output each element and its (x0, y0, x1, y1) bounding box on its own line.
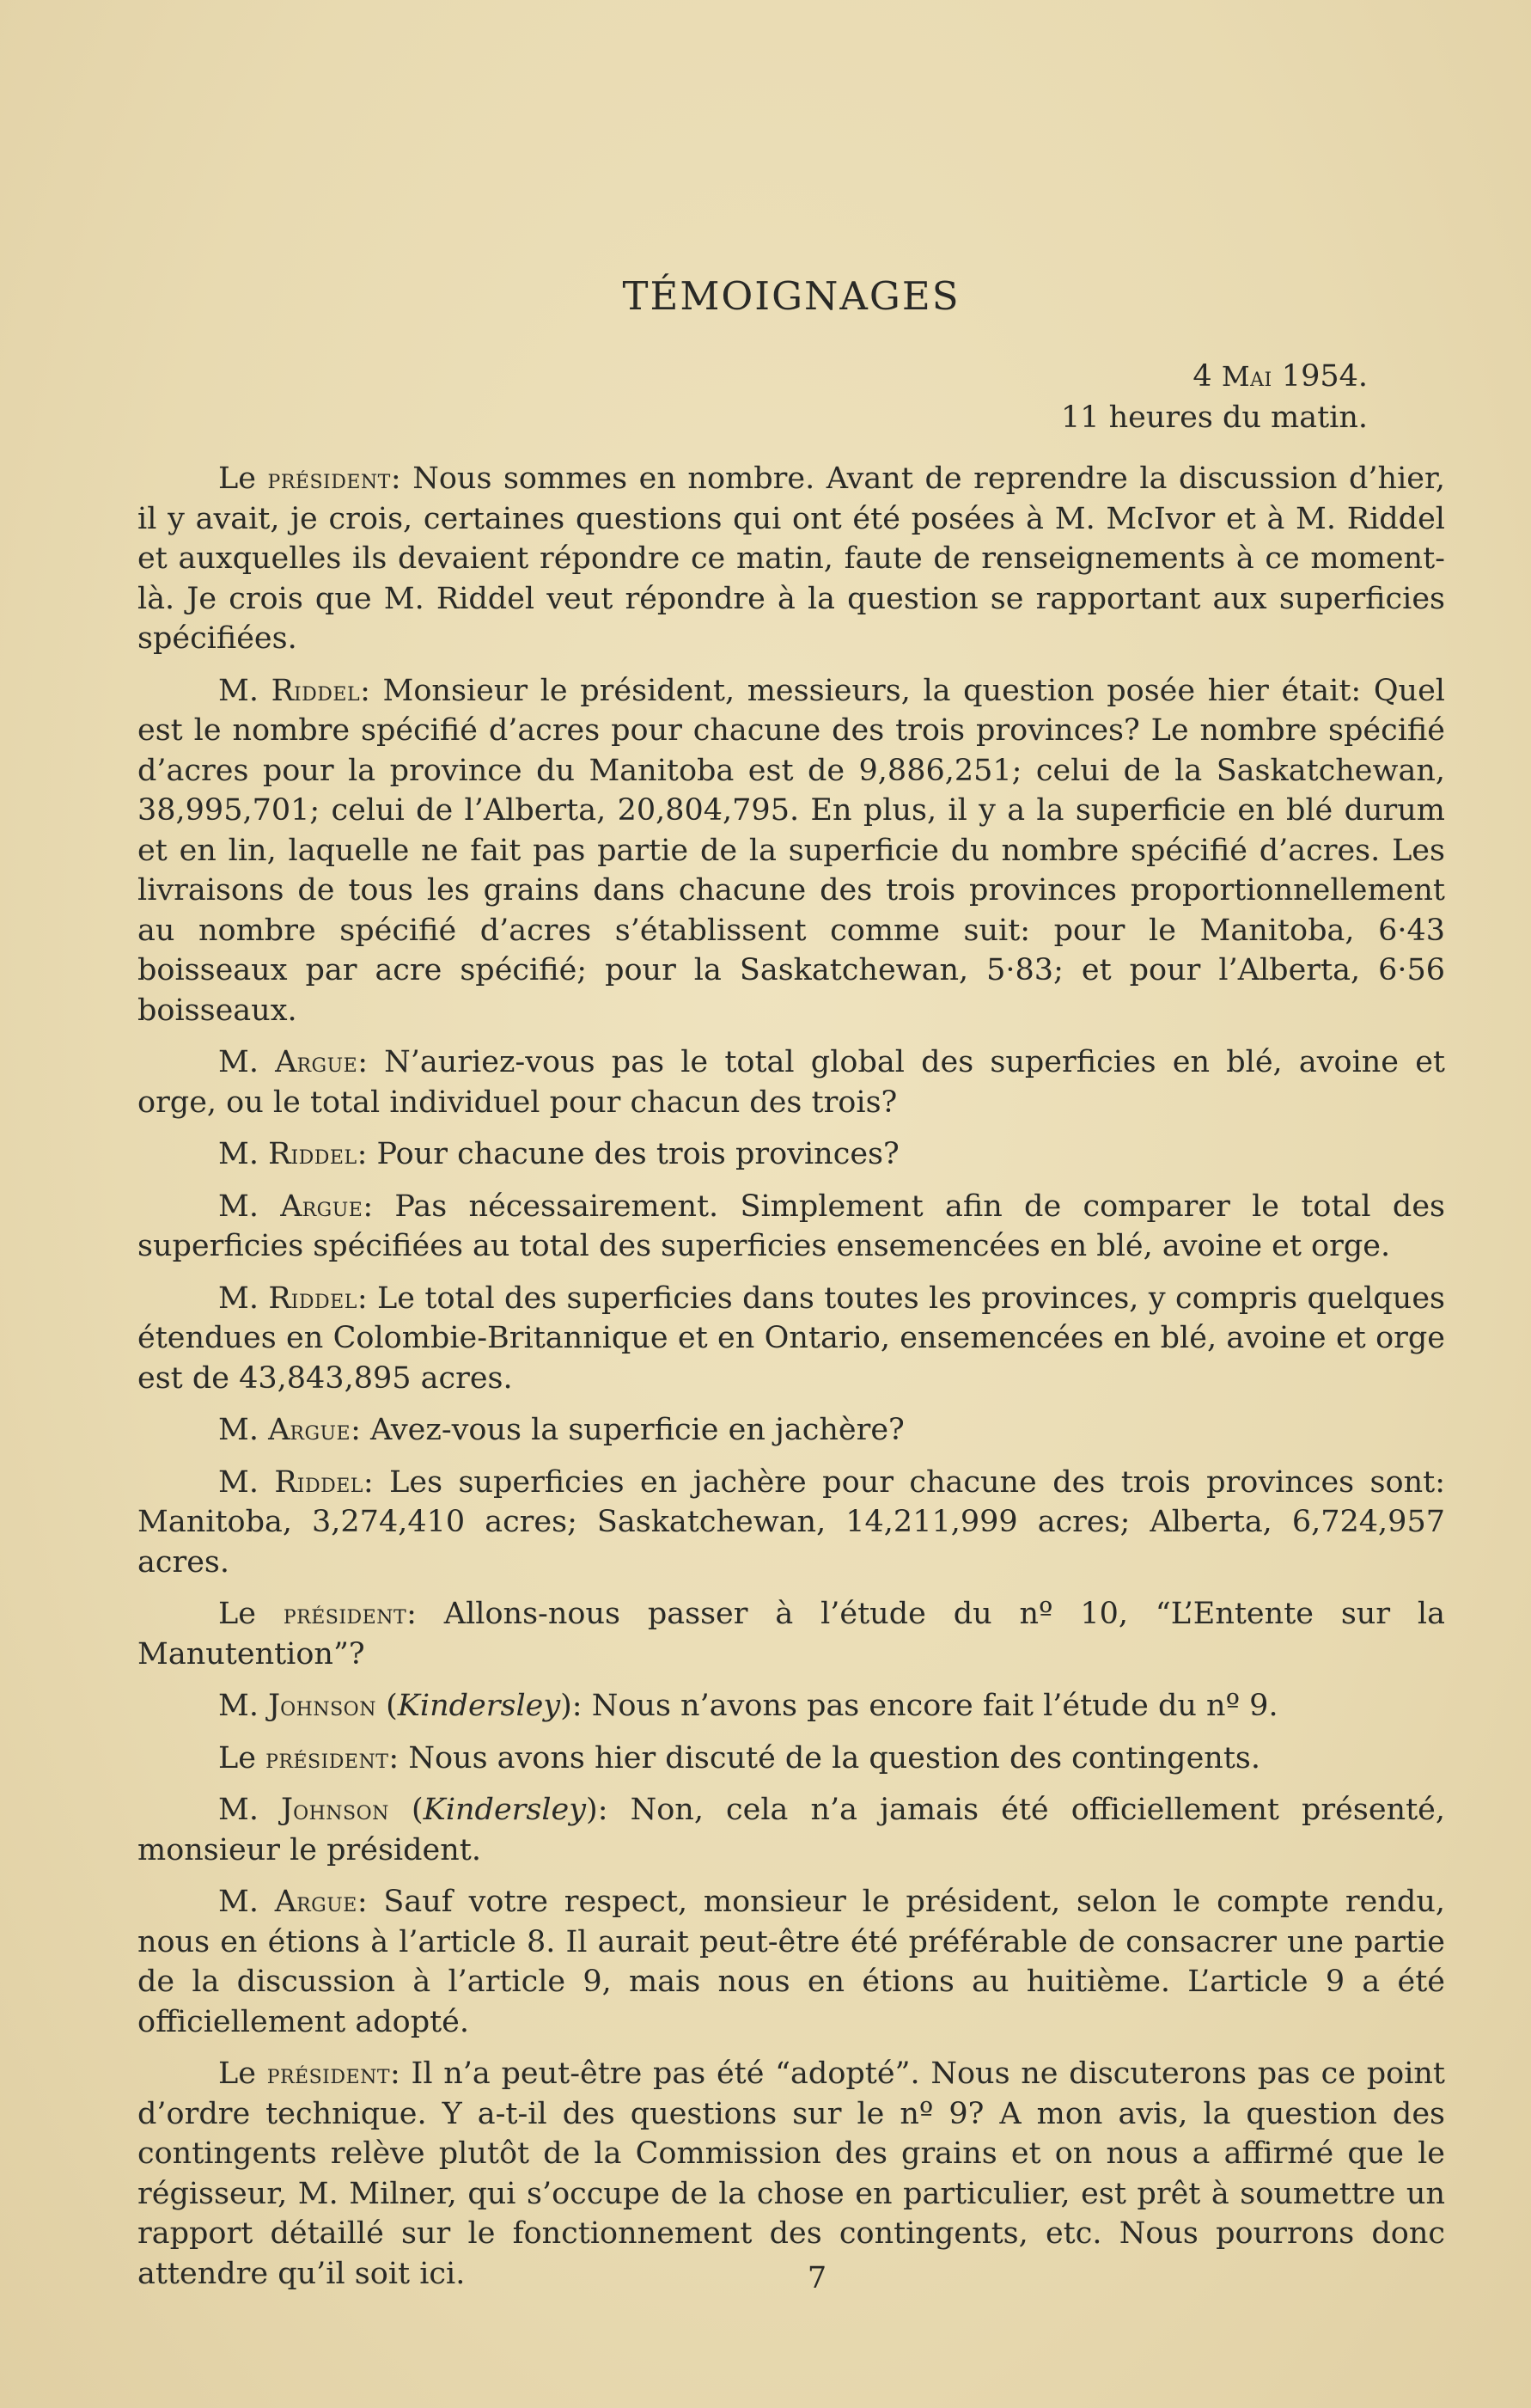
speaker-name (218, 1741, 399, 1775)
speaker-suffix: : (390, 461, 401, 496)
paragraph-text: Les superficies en jachère pour chacune des trois provinces sont: Manitoba, 3,274,410 acres; Saskatchewan, 14,211,999 acres; Alberta, 6,724,957 acres. (137, 1464, 1445, 1580)
speaker-smallcaps: président (283, 1598, 407, 1630)
date-year: 1954. (1281, 359, 1368, 394)
speaker-name (218, 1137, 367, 1171)
speaker-name: M. Johnson (Kindersley): (218, 1793, 608, 1827)
speaker-riding: Kindersley (423, 1793, 587, 1827)
paragraph-text: Nous n’avons pas encore fait l’étude du nº 9. (582, 1689, 1278, 1723)
paragraph-text: N’auriez-vous pas le total global des superficies en blé, avoine et orge, ou le total individuel pour chacun des trois? (137, 1045, 1445, 1120)
paragraph-text: Nous sommes en nombre. Avant de reprendre la discussion d’hier, il y avait, je crois, certaines questions qui ont été posées à M. McIvor et à M. Riddel et auxquelles ils devaient répondre ce matin, faute de renseignements à ce moment-là. Je crois que M. Riddel veut répondre à la question se rapportant aux superficies spécifiées. (137, 461, 1445, 656)
speaker-smallcaps: président (266, 2057, 390, 2090)
speaker-smallcaps: iddel (296, 1465, 363, 1499)
speaker-smallcaps: iddel (293, 674, 361, 707)
speaker-name (218, 461, 401, 496)
speaker-suffix: : (357, 1280, 368, 1316)
speaker-suffix: : (390, 2057, 400, 2091)
paragraph-text: Nous avons hier discuté de la question des contingents. (399, 1740, 1260, 1775)
paragraph-text: Le total des superficies dans toutes les provinces, y compris quelques étendues en Colombie-Britannique et en Ontario, ensemencées en blé, avoine et orge est de 43,843,895 acres. (137, 1280, 1445, 1396)
speaker-prefix: M. A (218, 1189, 302, 1224)
speaker-suffix: : (388, 1740, 400, 1775)
speaker-name (218, 1045, 368, 1079)
paragraph-text: Non, cela n’a jamais été officiellement présenté, monsieur le président. (137, 1793, 1445, 1867)
testimony-paragraph (137, 1187, 1445, 1267)
speaker-smallcaps: rgue (296, 1046, 358, 1079)
testimony-paragraph (137, 671, 1445, 1031)
speaker-prefix: M. R (218, 673, 294, 708)
speaker-prefix: Le (218, 461, 268, 496)
paragraph-text: Monsieur le président, messieurs, la question posée hier était: Quel est le nombre spécifié d’acres pour chacune des trois provinces? Le nombre spécifié d’acres pour la province du Manitoba est de 9,886,251; celui de la Saskatchewan, 38,995,701; celui de l’Alberta, 20,804,795. En plus, il y a la superficie en blé durum et en lin, laquelle ne fait pas partie de la superficie du nombre spécifié d’acres. Les livraisons de tous les grains dans chacune des trois provinces proportionnellement au nombre spécifié d’acres s’établissent comme suit: pour le Manitoba, 6·43 boisseaux par acre spécifié; pour la Saskatchewan, 5·83; et pour l’Alberta, 6·56 boisseaux. (137, 673, 1445, 1028)
time-line: 11 heures du matin. (1060, 400, 1368, 435)
paragraph-text: Pas nécessairement. Simplement afin de comparer le total des superficies spécifiées au total des superficies ensemencées en blé, avoine et orge. (137, 1189, 1445, 1263)
testimony-paragraph (137, 1686, 1445, 1727)
speaker-prefix: Le (218, 2057, 267, 2091)
date-month: Mai (1221, 360, 1272, 393)
paragraph-text: Avez-vous la superficie en jachère? (360, 1413, 905, 1447)
paragraph-text: Pour chacune des trois provinces? (367, 1137, 900, 1171)
testimony-paragraph (137, 1463, 1445, 1583)
speaker-name (218, 1413, 361, 1447)
speaker-prefix: Le (218, 1740, 266, 1775)
speaker-smallcaps: président (267, 462, 391, 495)
testimony-paragraph (137, 1042, 1445, 1122)
paragraph-text: Allons-nous passer à l’étude du nº 10, “L’Entente sur la Manutention”? (137, 1597, 1445, 1672)
speaker-suffix: : (357, 1885, 368, 1919)
speaker-prefix: M. J (218, 1689, 281, 1723)
date-line (1192, 357, 1368, 397)
speaker-prefix: Le (218, 1597, 284, 1631)
speaker-prefix: M. R (218, 1137, 291, 1171)
speaker-suffix: : (351, 1413, 361, 1447)
speaker-smallcaps: ohnson (293, 1794, 389, 1826)
speaker-name (218, 1465, 374, 1500)
speaker-prefix: M. A (218, 1885, 297, 1919)
page-title: TÉMOIGNAGES (622, 273, 961, 319)
speaker-name (218, 1189, 373, 1224)
date-day: 4 (1192, 359, 1212, 394)
speaker-prefix: M. A (218, 1045, 297, 1079)
speaker-prefix: M. R (218, 1280, 291, 1316)
speaker-name (218, 1885, 368, 1919)
testimony-paragraph (137, 1134, 1445, 1175)
speaker-prefix: M. R (218, 1464, 297, 1500)
speaker-name (218, 1281, 368, 1316)
testimony-paragraph (137, 1279, 1445, 1399)
speaker-suffix: : (360, 673, 370, 708)
speaker-suffix: : (357, 1137, 368, 1171)
speaker-name (218, 1597, 417, 1631)
speaker-smallcaps: rgue (296, 1885, 357, 1918)
testimony-paragraphs (137, 459, 1445, 2306)
speaker-smallcaps: président (265, 1741, 389, 1775)
speaker-name (218, 674, 370, 708)
speaker-smallcaps: iddel (290, 1138, 357, 1170)
speaker-suffix: : (357, 1045, 368, 1079)
speaker-prefix: M. A (218, 1413, 290, 1447)
speaker-suffix: : (406, 1597, 417, 1631)
speaker-smallcaps: iddel (290, 1281, 357, 1315)
testimony-paragraph (137, 1594, 1445, 1674)
speaker-riding: Kindersley (397, 1689, 561, 1723)
testimony-paragraph (137, 1739, 1445, 1779)
testimony-paragraph (137, 459, 1445, 659)
speaker-suffix: : (363, 1464, 374, 1500)
speaker-suffix: : (363, 1189, 374, 1224)
paragraph-text: Sauf votre respect, monsieur le président, selon le compte rendu, nous en étions à l’article 8. Il aurait peut-être été préférable de consacrer une partie de la discussion à l’article 9, mais nous en étions au huitième. L’article 9 a été officiellement adopté. (137, 1885, 1445, 2039)
speaker-smallcaps: ohnson (280, 1690, 376, 1722)
testimony-paragraph (137, 1790, 1445, 1870)
speaker-prefix: M. J (218, 1793, 294, 1827)
speaker-name: M. Johnson (Kindersley): (218, 1689, 583, 1723)
speaker-name (218, 2057, 400, 2091)
speaker-smallcaps: rgue (290, 1414, 351, 1446)
paragraph-text: Il n’a peut-être pas été “adopté”. Nous ne discuterons pas ce point d’ordre technique. Y a-t-il des questions sur le nº 9? A mon avis, la question des contingents relève plutôt de la Commission des grains et on nous a affirmé que le régisseur, M. Milner, qui s’occupe de la chose en particulier, est prêt à soumettre un rapport détaillé sur le fonctionnement des contingents, etc. Nous pourrons donc attendre qu’il soit ici. (137, 2057, 1445, 2291)
speaker-smallcaps: rgue (302, 1189, 363, 1223)
testimony-paragraph (137, 1882, 1445, 2042)
testimony-paragraph (137, 1410, 1445, 1451)
page-number: 7 (807, 2261, 827, 2295)
